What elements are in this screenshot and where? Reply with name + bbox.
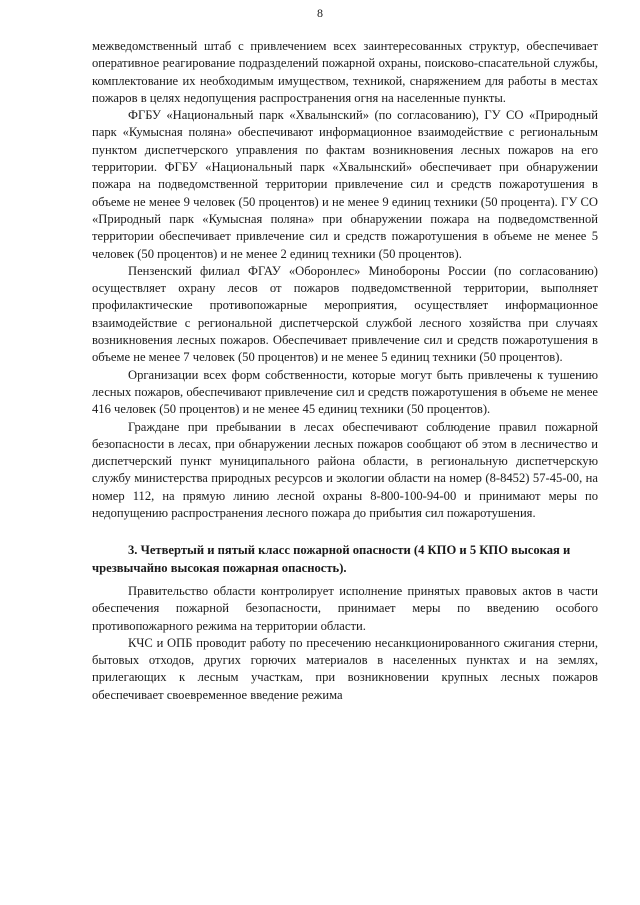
section-heading: 3. Четвертый и пятый класс пожарной опасности (4 КПО и 5 КПО высокая и чрезвычайно высокая пожарная опасность).	[92, 543, 571, 575]
paragraph-government: Правительство области контролирует исполнение принятых правовых актов в части обеспечения пожарной безопасности, принимает меры по введению особого противопожарного режима на территории области.	[92, 583, 598, 633]
paragraph-kchs: КЧС и ОПБ проводит работу по пресечению несанкционированного сжигания стерни, бытовых отходов, других горючих материалов в населенных пунктах и на землях, прилегающих к лесным участкам, при возникновении крупных лесных пожаров обеспечивает своевременное введение режима	[92, 635, 598, 702]
paragraph-national-parks: ФГБУ «Национальный парк «Хвалынский» (по согласованию), ГУ СО «Природный парк «Кумысная поляна» обеспечивают информационное взаимодействие с региональным пунктом диспетчерского управления по фактам возникновения лесных пожаров на его территории. ФГБУ «Национальный парк «Хвалынский» обеспечивает при обнаружении пожара на подведомственной территории привлечение сил и средств пожаротушения в объеме не менее 9 человек (50 процентов) и не менее 9 единиц техники (50 процента). ГУ СО «Природный парк «Кумысная поляна» при обнаружении пожара на подведомственной территории обеспечивает привлечение сил и средств пожаротушения в объеме не менее 5 человек (50 процентов) и не менее 2 единиц техники (50 процентов).	[92, 108, 598, 261]
paragraph-organizations: Организации всех форм собственности, которые могут быть привлечены к тушению лесных пожаров, обеспечивают привлечение сил и средств пожаротушения в объеме не менее 416 человек (50 процентов) и не менее 45 единиц техники (50 процентов).	[92, 367, 598, 417]
document-body	[92, 38, 598, 704]
paragraph-continuation: межведомственный штаб с привлечением всех заинтересованных структур, обеспечивает оперативное реагирование подразделений пожарной охраны, поисково-спасательной службы, комплектование их необходимым имуществом, техникой, снаряжением для работы в местах пожаров в целях недопущения распространения огня на населенные пункты.	[92, 39, 598, 105]
page-number: 8	[317, 6, 323, 20]
paragraph-oboronles: Пензенский филиал ФГАУ «Оборонлес» Минобороны России (по согласованию) осуществляет охрану лесов от пожаров подведомственной территории, выполняет профилактические противопожарные мероприятия, осуществляет информационное взаимодействие с региональной диспетчерской службой лесного хозяйства при случаях возникновения лесных пожаров. Обеспечивает привлечение сил и средств пожаротушения в объеме не менее 7 человек (50 процентов) и не менее 5 единиц техники (50 процентов).	[92, 263, 598, 365]
paragraph-citizens: Граждане при пребывании в лесах обеспечивают соблюдение правил пожарной безопасности в лесах, при обнаружении лесных пожаров сообщают об этом в лесничество и диспетчерский пункт муниципального района области, в региональную диспетчерскую службу министерства природных ресурсов и экологии области на номер (8-8452) 57-45-00, на номер 112, на прямую линию лесной охраны 8-800-100-94-00 и принимают меры по недопущению распространения лесного пожара до прибытия сил пожаротушения.	[92, 419, 598, 521]
